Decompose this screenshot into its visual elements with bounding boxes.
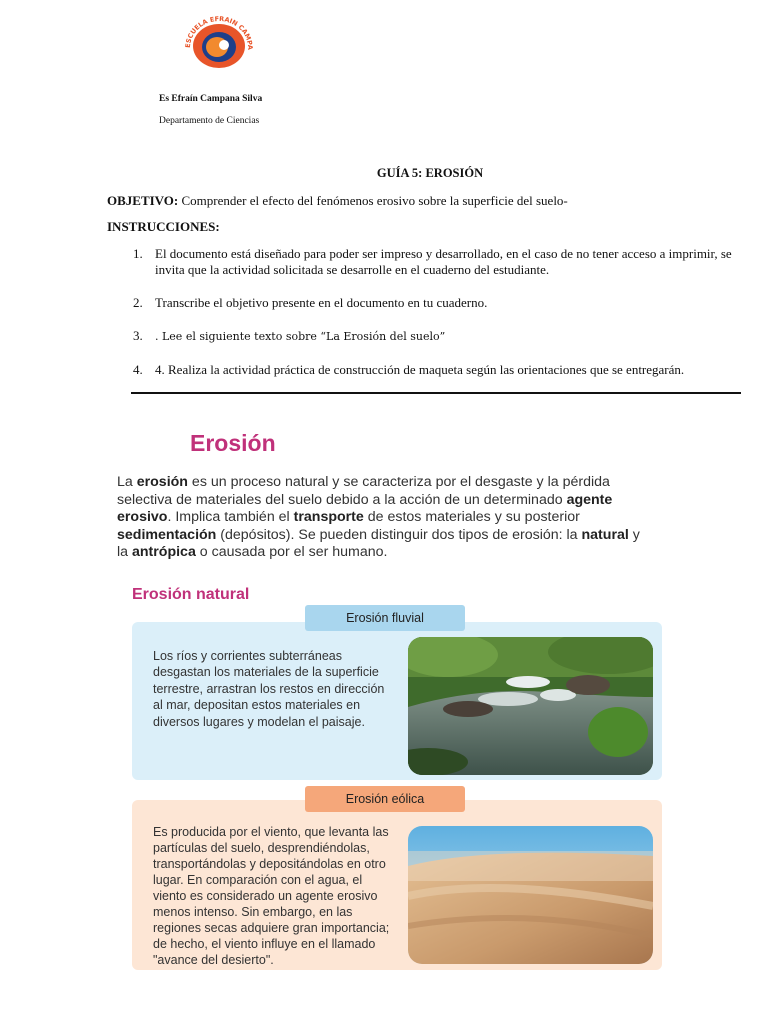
- fluvial-tab: Erosión fluvial: [305, 605, 465, 631]
- instructions-list: [133, 246, 743, 395]
- department-name: Departamento de Ciencias: [159, 116, 260, 126]
- article-intro: La erosión es un proceso natural y se caracteriza por el desgaste y la pérdida selectiva de materiales del suelo debido a la acción de un determinado agente erosivo. Implica también el transporte de estos materiales y su posterior sedimentación (depósitos). Se pueden distinguir dos tipos de erosión: la natural y la antrópica o causada por el ser humano.: [117, 474, 640, 560]
- guide-title: GUÍA 5: EROSIÓN: [376, 166, 484, 180]
- desert-image: [408, 826, 653, 964]
- list-item-number: 1.: [133, 246, 143, 261]
- school-logo: [176, 14, 262, 74]
- list-item: [133, 295, 743, 311]
- list-item: [133, 246, 743, 278]
- list-item-number: 2.: [133, 295, 143, 310]
- list-item-text: . Lee el siguiente texto sobre “La Erosión del suelo”: [155, 330, 446, 343]
- list-item-text: 4. Realiza la actividad práctica de construcción de maqueta según las orientaciones que se entregarán.: [155, 362, 685, 377]
- objective-text: Comprender el efecto del fenómenos erosivo sobre la superficie del suelo-: [178, 193, 568, 208]
- list-item-number: 3.: [133, 328, 143, 343]
- fluvial-text: Los ríos y corrientes subterráneas desgastan los materiales de la superficie terrestre, arrastran los restos en dirección al mar, depositan estos materiales en diversos lugares y modelan el paisaje.: [153, 649, 385, 729]
- objective: [107, 193, 568, 209]
- list-item-number: 4.: [133, 362, 143, 377]
- list-item-text: El documento está diseñado para poder ser impreso y desarrollado, en el caso de no tener acceso a imprimir, se invita que la actividad solicitada se desarrolle en el cuaderno del estudiante.: [155, 246, 732, 277]
- list-item: [133, 328, 743, 345]
- natural-erosion-heading: Erosión natural: [132, 586, 250, 603]
- svg-text:ESCUELA EFRAIN CAMPANA SILVA: ESCUELA EFRAIN CAMPA: [183, 14, 255, 51]
- divider: [131, 392, 741, 394]
- eolica-tab: Erosión eólica: [305, 786, 465, 812]
- eolica-text: Es producida por el viento, que levanta las partículas del suelo, desprendiéndolas, transportándolas y depositándolas en otro lugar. En comparación con el agua, el viento es considerado un agente erosivo menos intenso. Sin embargo, en las regiones secas adquiere gran importancia; de hecho, el viento influye en el llamado "avance del desierto".: [153, 825, 390, 967]
- river-image: [408, 637, 653, 775]
- list-item: [133, 362, 743, 378]
- school-name: Es Efraín Campana Silva: [159, 94, 263, 104]
- article-heading: Erosión: [190, 430, 276, 456]
- list-item-text: Transcribe el objetivo presente en el documento en tu cuaderno.: [155, 295, 488, 310]
- instructions-heading: INSTRUCCIONES:: [107, 219, 220, 234]
- objective-label: OBJETIVO:: [107, 193, 179, 208]
